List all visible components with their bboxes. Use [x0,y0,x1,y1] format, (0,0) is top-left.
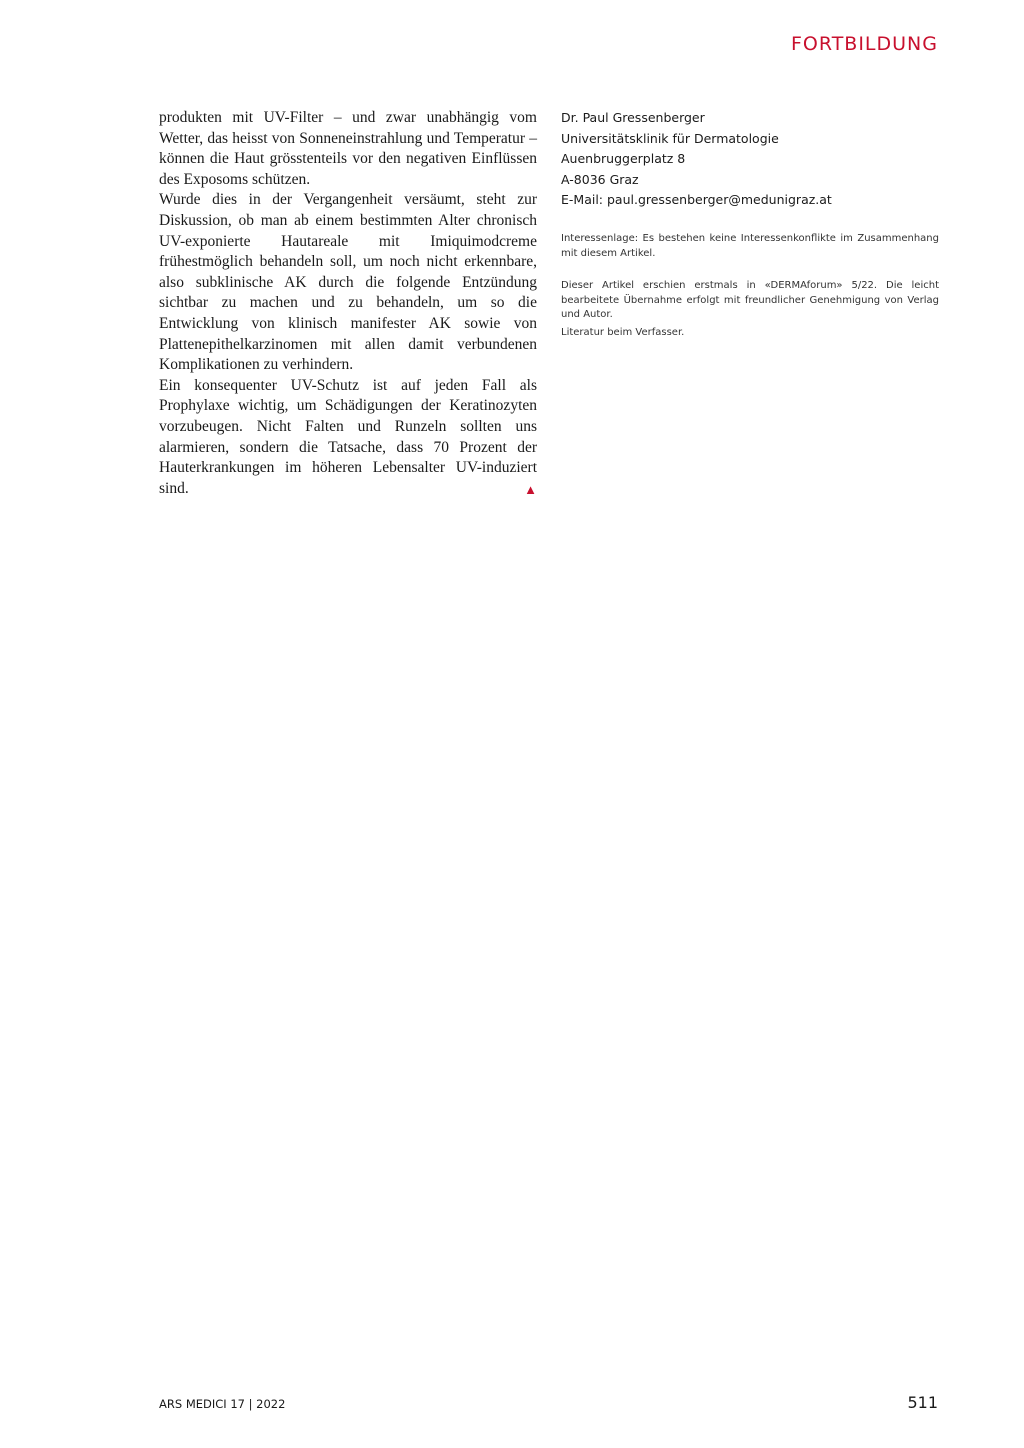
conflict-of-interest-note: Interessenlage: Es bestehen keine Interessenkonflikte im Zusammenhang mit diesem Artikel. [561,233,939,259]
section-title: FORTBILDUNG [790,33,938,55]
body-paragraph: Wurde dies in der Vergangenheit versäumt, steht zur Diskussion, ob man ab einem bestimmten Alter chronisch UV-exponierte Hautareale mit Imiquimodcreme frühestmöglich behandeln soll, um noch nicht erkennbare, also subklinische AK durch die folgende Entzündung sichtbar zu machen und zu behandeln, um so die Entwicklung von klinisch manifester AK sowie von Plattenepithelkarzinomen mit allen damit verbundenen Komplikationen zu verhindern. [159,191,537,374]
body-paragraph-text: Ein konsequenter UV-Schutz ist auf jeden Fall als Prophylaxe wichtig, um Schädigungen der Keratinozyten vorzubeugen. Nicht Falten und Runzeln sollten uns alarmieren, sondern die Tatsache, dass 70 Prozent der Hauterkrankungen im höheren Lebensalter UV-induziert sind. [159,376,537,497]
author-institution: Universitätsklinik für Dermatologie [561,130,779,146]
author-email: E-Mail: paul.gressenberger@medunigraz.at [561,192,832,208]
body-paragraph [159,376,537,500]
footer-journal-issue: ARS MEDICI 17 | 2022 [159,1397,286,1411]
article-end-triangle-icon: ▲ [524,481,537,497]
body-text-column [159,108,537,500]
body-paragraph: produkten mit UV-Filter – und zwar unabhängig vom Wetter, das heisst von Sonneneinstrahlung und Temperatur – können die Haut grösstenteils vor den negativen Einflüssen des Exposoms schützen. [159,109,537,188]
author-city: A-8036 Graz [561,171,639,187]
literature-note: Literatur beim Verfasser. [561,327,685,338]
author-street: Auenbruggerplatz 8 [561,151,686,167]
author-name: Dr. Paul Gressenberger [561,110,705,125]
first-published-note: Dieser Artikel erschien erstmals in «DERMAforum» 5/22. Die leicht bearbeitete Übernahme erfolgt mit freundlicher Genehmigung von Verlag und Autor. [561,280,939,320]
author-address [561,108,941,211]
page-number: 511 [907,1393,938,1412]
